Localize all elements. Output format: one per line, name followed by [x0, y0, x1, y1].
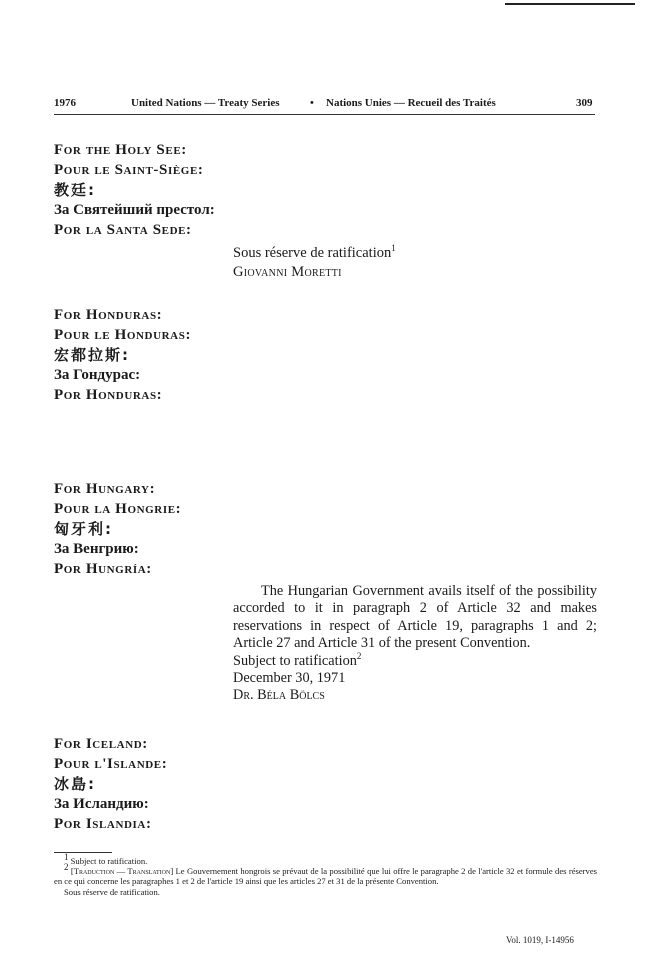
honduras-french: Pour le Honduras:: [54, 327, 192, 343]
footnote-ref-2: 2: [356, 650, 362, 661]
holy-see-block: [54, 140, 215, 240]
honduras-block: [54, 305, 191, 405]
holy-see-spanish: Por la Santa Sede:: [54, 222, 192, 238]
holy-see-french: Pour le Saint-Siège:: [54, 162, 204, 178]
footnote-1-number: 1: [64, 852, 69, 863]
footnotes: [54, 852, 597, 897]
footnote-2: [54, 862, 597, 887]
honduras-chinese: 宏都拉斯:: [54, 346, 130, 364]
footnote-2-text: Le Gouvernement hongrois se prévaut de la possibilité que lui offre le paragraphe 2 de l'article 32 et formule des réserves en ce qui concerne les paragraphes 1 et 2 de l'article 19 ainsi que les articles 27 et 31 de la présente Convention.: [54, 866, 597, 887]
header-rule: [54, 114, 595, 115]
iceland-russian: За Исландию:: [54, 796, 149, 812]
iceland-chinese: 冰島:: [54, 775, 96, 793]
hungary-signatory: Dr. Béla Bölcs: [233, 687, 325, 704]
holy-see-signature: [233, 244, 396, 282]
header-bullet: •: [310, 97, 314, 109]
footnote-2-label: [Traduction — Translation]: [70, 866, 174, 877]
header-french-title: Nations Unies — Recueil des Traités: [326, 97, 496, 109]
footnote-1-text: Subject to ratification.: [70, 856, 148, 866]
page-number: 309: [576, 97, 593, 109]
hungary-english: For Hungary:: [54, 481, 156, 497]
hungary-chinese: 匈牙利:: [54, 520, 113, 538]
hungary-declaration: [233, 583, 597, 705]
hungary-russian: За Венгрию:: [54, 541, 139, 557]
top-edge-rule: [505, 3, 635, 5]
holy-see-reservation: Sous réserve de ratification: [233, 245, 392, 261]
iceland-french: Pour l'Islande:: [54, 756, 168, 772]
footnote-rule: [54, 852, 112, 853]
footnote-2-continuation: Sous réserve de ratification.: [64, 886, 160, 897]
iceland-spanish: Por Islandia:: [54, 816, 152, 832]
hungary-french: Pour la Hongrie:: [54, 501, 182, 517]
iceland-english: For Iceland:: [54, 736, 148, 752]
header-english-title: United Nations — Treaty Series: [131, 97, 280, 109]
footnote-2-number: 2: [64, 862, 69, 873]
header-year: 1976: [54, 97, 76, 109]
hungary-date: December 30, 1971: [233, 670, 346, 687]
footnote-ref-1: 1: [391, 243, 396, 254]
hungary-ratification: Subject to ratification: [233, 652, 357, 669]
honduras-english: For Honduras:: [54, 307, 163, 323]
holy-see-english: For the Holy See:: [54, 142, 187, 158]
holy-see-russian: За Святейший престол:: [54, 202, 215, 218]
hungary-declaration-text: The Hungarian Government avails itself of the possibility accorded to it in paragraph 2 of Article 32 and makes reservations in respect of Article 19, paragraphs 1 and 2; Article 27 and Article 31 of the present Convention.: [233, 583, 597, 652]
volume-reference: Vol. 1019, I-14956: [506, 935, 574, 945]
honduras-russian: За Гондурас:: [54, 367, 141, 383]
honduras-spanish: Por Honduras:: [54, 387, 163, 403]
hungary-spanish: Por Hungría:: [54, 561, 152, 577]
footnote-1: [54, 852, 597, 866]
holy-see-chinese: 教廷:: [54, 181, 96, 199]
running-header: [54, 97, 594, 111]
iceland-block: [54, 734, 167, 834]
hungary-block: [54, 479, 181, 579]
holy-see-signatory: Giovanni Moretti: [233, 264, 342, 280]
